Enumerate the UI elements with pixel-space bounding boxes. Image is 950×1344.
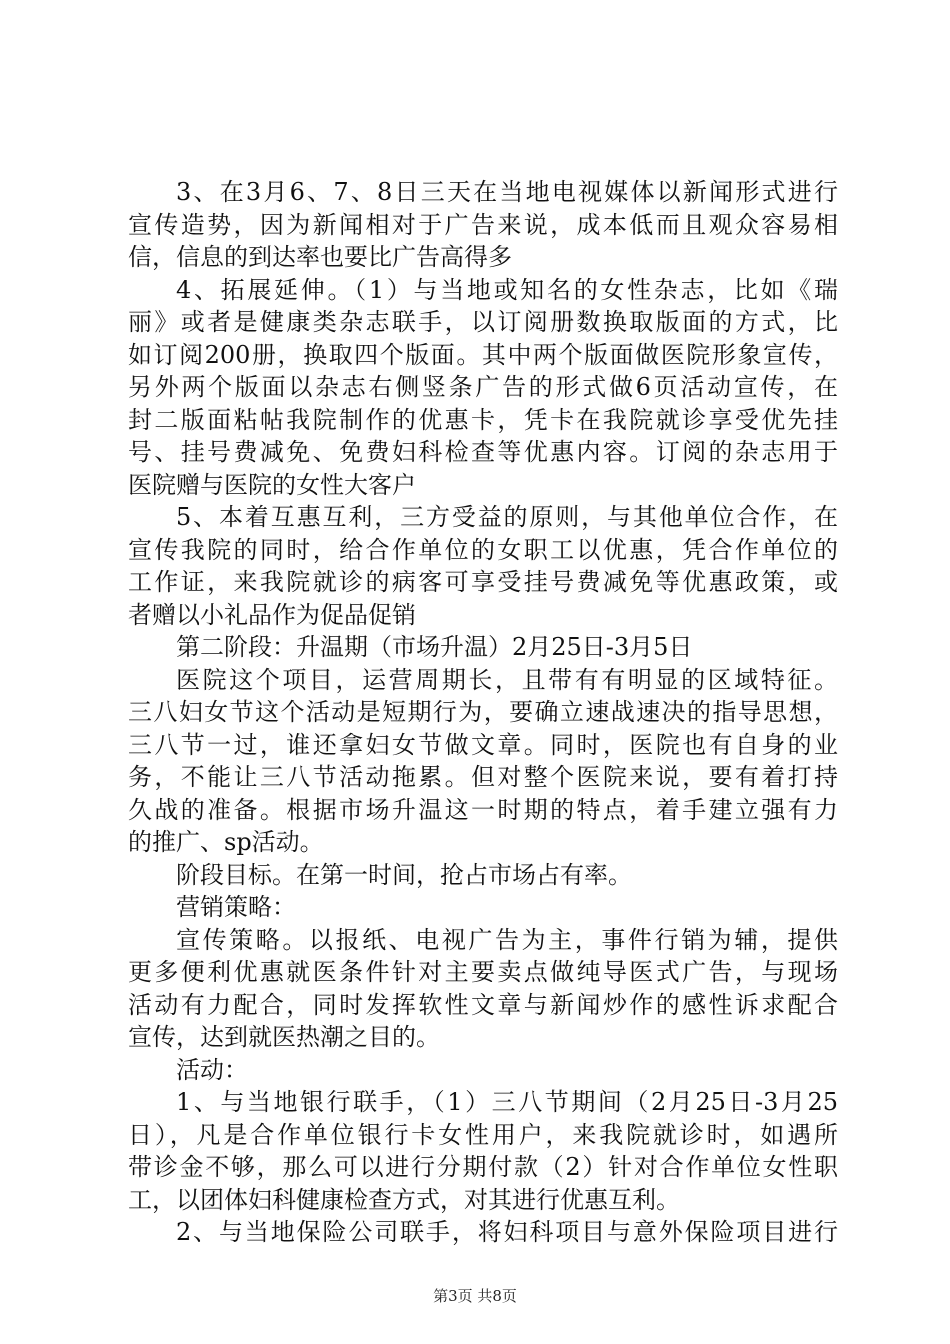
text-line: 号、挂号费减免、免费妇科检查等优惠内容。订阅的杂志用于 bbox=[128, 438, 838, 466]
text-line: 医院这个项目，运营周期长，且带有有明显的区域特征。 bbox=[176, 665, 838, 694]
text-line: 2、与当地保险公司联手，将妇科项目与意外保险项目进行 bbox=[176, 1218, 838, 1246]
text-line: 3、在3月6、7、8日三天在当地电视媒体以新闻形式进行 bbox=[176, 178, 838, 206]
page-footer bbox=[0, 1286, 950, 1306]
text-line: 宣传策略。以报纸、电视广告为主，事件行销为辅，提供 bbox=[176, 925, 838, 954]
body-text bbox=[128, 176, 838, 1249]
text-line: 宣传，达到就医热潮之目的。 bbox=[128, 1023, 440, 1051]
text-line: 1、与当地银行联手，（1）三八节期间（2月25日-3月25 bbox=[176, 1088, 838, 1116]
text-line: 宣传造势，因为新闻相对于广告来说，成本低而且观众容易相 bbox=[128, 210, 838, 239]
text-line: 带诊金不够，那么可以进行分期付款（2）针对合作单位女性职 bbox=[128, 1153, 838, 1181]
text-line: 工，以团体妇科健康检查方式，对其进行优惠互利。 bbox=[128, 1185, 680, 1214]
page-number: 第3页 共8页 bbox=[433, 1287, 517, 1305]
text-line: 活动： bbox=[176, 1055, 248, 1084]
text-line: 更多便利优惠就医条件针对主要卖点做纯导医式广告，与现场 bbox=[128, 958, 838, 986]
text-line: 营销策略： bbox=[176, 893, 296, 921]
text-line: 4、拓展延伸。（1）与当地或知名的女性杂志，比如《瑞 bbox=[176, 275, 838, 304]
text-line: 活动有力配合，同时发挥软性文章与新闻炒作的感性诉求配合 bbox=[128, 990, 838, 1019]
text-line: 三八妇女节这个活动是短期行为，要确立速战速决的指导思想， bbox=[128, 698, 838, 726]
text-line: 封二版面粘帖我院制作的优惠卡，凭卡在我院就诊享受优先挂 bbox=[128, 405, 838, 434]
text-line: 宣传我院的同时，给合作单位的女职工以优惠，凭合作单位的 bbox=[128, 535, 838, 564]
section-heading: 第二阶段：升温期（市场升温）2月25日-3月5日 bbox=[176, 633, 693, 661]
text-line: 的推广、sp活动。 bbox=[128, 828, 324, 856]
text-line: 阶段目标。在第一时间，抢占市场占有率。 bbox=[176, 860, 632, 889]
text-line: 者赠以小礼品作为促品促销 bbox=[128, 600, 416, 629]
text-line: 另外两个版面以杂志右侧竖条广告的形式做6页活动宣传，在 bbox=[128, 373, 838, 401]
text-line: 如订阅200册，换取四个版面。其中两个版面做医院形象宣传， bbox=[128, 340, 838, 369]
text-line: 丽》或者是健康类杂志联手，以订阅册数换取版面的方式，比 bbox=[128, 308, 838, 336]
text-line: 信，信息的到达率也要比广告高得多 bbox=[128, 243, 512, 271]
text-line: 三八节一过，谁还拿妇女节做文章。同时，医院也有自身的业 bbox=[128, 730, 838, 759]
text-line: 医院赠与医院的女性大客户 bbox=[128, 470, 416, 499]
text-line: 工作证，来我院就诊的病客可享受挂号费减免等优惠政策，或 bbox=[128, 568, 838, 596]
text-line: 务，不能让三八节活动拖累。但对整个医院来说，要有着打持 bbox=[128, 763, 838, 791]
text-line: 久战的准备。根据市场升温这一时期的特点，着手建立强有力 bbox=[128, 795, 838, 824]
text-line: 日），凡是合作单位银行卡女性用户，来我院就诊时，如遇所 bbox=[128, 1120, 838, 1149]
text-line: 5、本着互惠互利，三方受益的原则，与其他单位合作，在 bbox=[176, 503, 838, 531]
